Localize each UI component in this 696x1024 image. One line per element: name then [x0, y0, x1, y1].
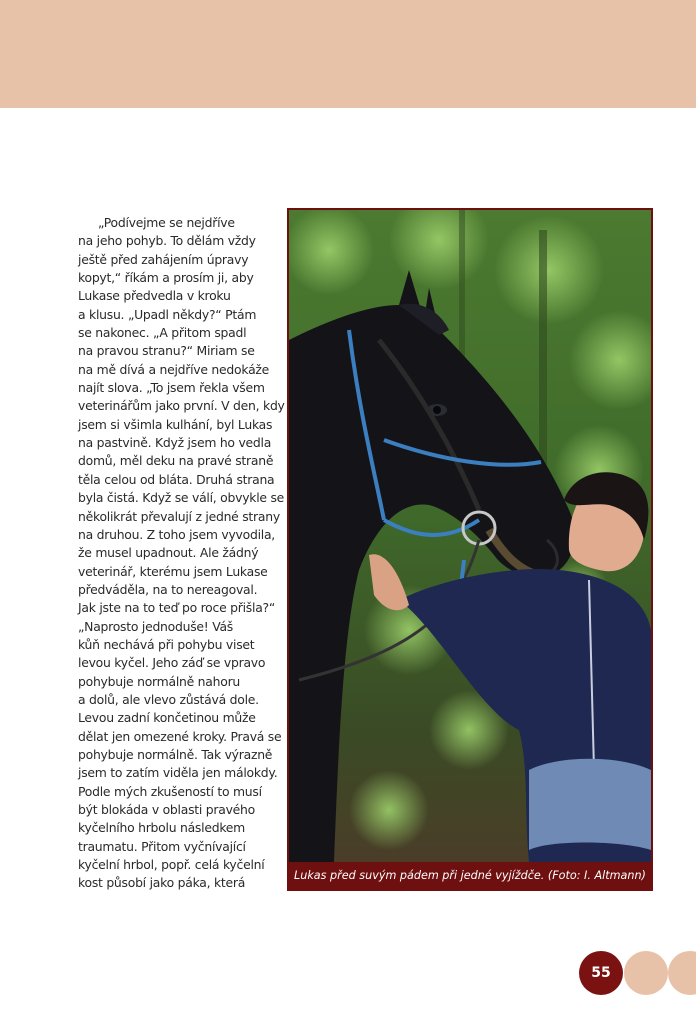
text-line: ještě před zahájením úpravy: [78, 251, 249, 267]
text-line: traumatu. Přitom vyčnívající: [78, 838, 246, 854]
text-line: že musel upadnout. Ale žádný: [78, 545, 259, 561]
text-line: Jak jste na to teď po roce přišla?“: [78, 600, 276, 616]
text-line: na jeho pohyb. To dělám vždy: [78, 233, 256, 249]
text-line: na druhou. Z toho jsem vyvodila,: [78, 526, 275, 542]
photo-frame: [287, 208, 653, 891]
text-line: veterinářům jako první. V den, kdy: [78, 398, 285, 414]
text-line: těla celou od bláta. Druhá strana: [78, 471, 275, 487]
text-line: jsem to zatím viděla jen málokdy.: [78, 765, 278, 781]
text-line: předváděla, na to nereagoval.: [78, 581, 258, 597]
text-line: kyčelní hrbol, popř. celá kyčelní: [78, 857, 265, 873]
text-line: najít slova. „To jsem řekla všem: [78, 380, 265, 396]
text-line: a klusu. „Upadl někdy?“ Ptám: [78, 306, 257, 322]
decorative-circle: [624, 951, 668, 995]
text-line: několikrát převalují z jedné strany: [78, 508, 280, 524]
text-line: dělat jen omezené kroky. Pravá se: [78, 728, 282, 744]
text-line: jsem si všimla kulhání, byl Lukas: [78, 416, 273, 432]
body-text: [78, 214, 285, 893]
decorative-circle: [668, 951, 696, 995]
text-line: pohybuje normálně. Tak výrazně: [78, 746, 273, 762]
text-line: „Naprosto jednoduše! Váš: [78, 618, 234, 634]
text-line: kůň nechává při pohybu viset: [78, 636, 255, 652]
horse-and-woman-photo: [289, 210, 651, 862]
text-line: se nakonec. „A přitom spadl: [78, 325, 247, 341]
text-line: na pravou stranu?“ Miriam se: [78, 343, 255, 359]
text-line: Levou zadní končetinou může: [78, 710, 256, 726]
text-line: „Podívejme se nejdříve: [98, 215, 235, 230]
text-line: levou kyčel. Jeho záď se vpravo: [78, 655, 266, 671]
text-line: pohybuje normálně nahoru: [78, 673, 241, 689]
text-line: být blokáda v oblasti pravého: [78, 802, 255, 817]
text-line: a dolů, ale vlevo zůstává dole.: [78, 691, 259, 707]
text-line: veterinář, kterému jsem Lukase: [78, 563, 268, 579]
text-line: na mě dívá a nejdříve nedokáže: [78, 361, 270, 377]
text-line: Podle mých zkušeností to musí: [78, 783, 262, 799]
text-line: kyčelního hrbolu následkem: [78, 820, 245, 836]
page-number: 55: [579, 951, 623, 995]
text-line: Lukase předvedla v kroku: [78, 288, 231, 304]
photo-caption: Lukas před suvým pádem při jedné vyjíždče. (Foto: I. Altmann): [289, 862, 651, 889]
text-line: kost působí jako páka, která: [78, 875, 246, 891]
text-line: domů, měl deku na pravé straně: [78, 453, 274, 469]
text-line: na pastvině. Když jsem ho vedla: [78, 435, 272, 451]
header-band: [0, 0, 696, 108]
text-line: kopyt,“ říkám a prosím ji, aby: [78, 270, 254, 286]
text-line: byla čistá. Když se válí, obvykle se: [78, 490, 285, 506]
